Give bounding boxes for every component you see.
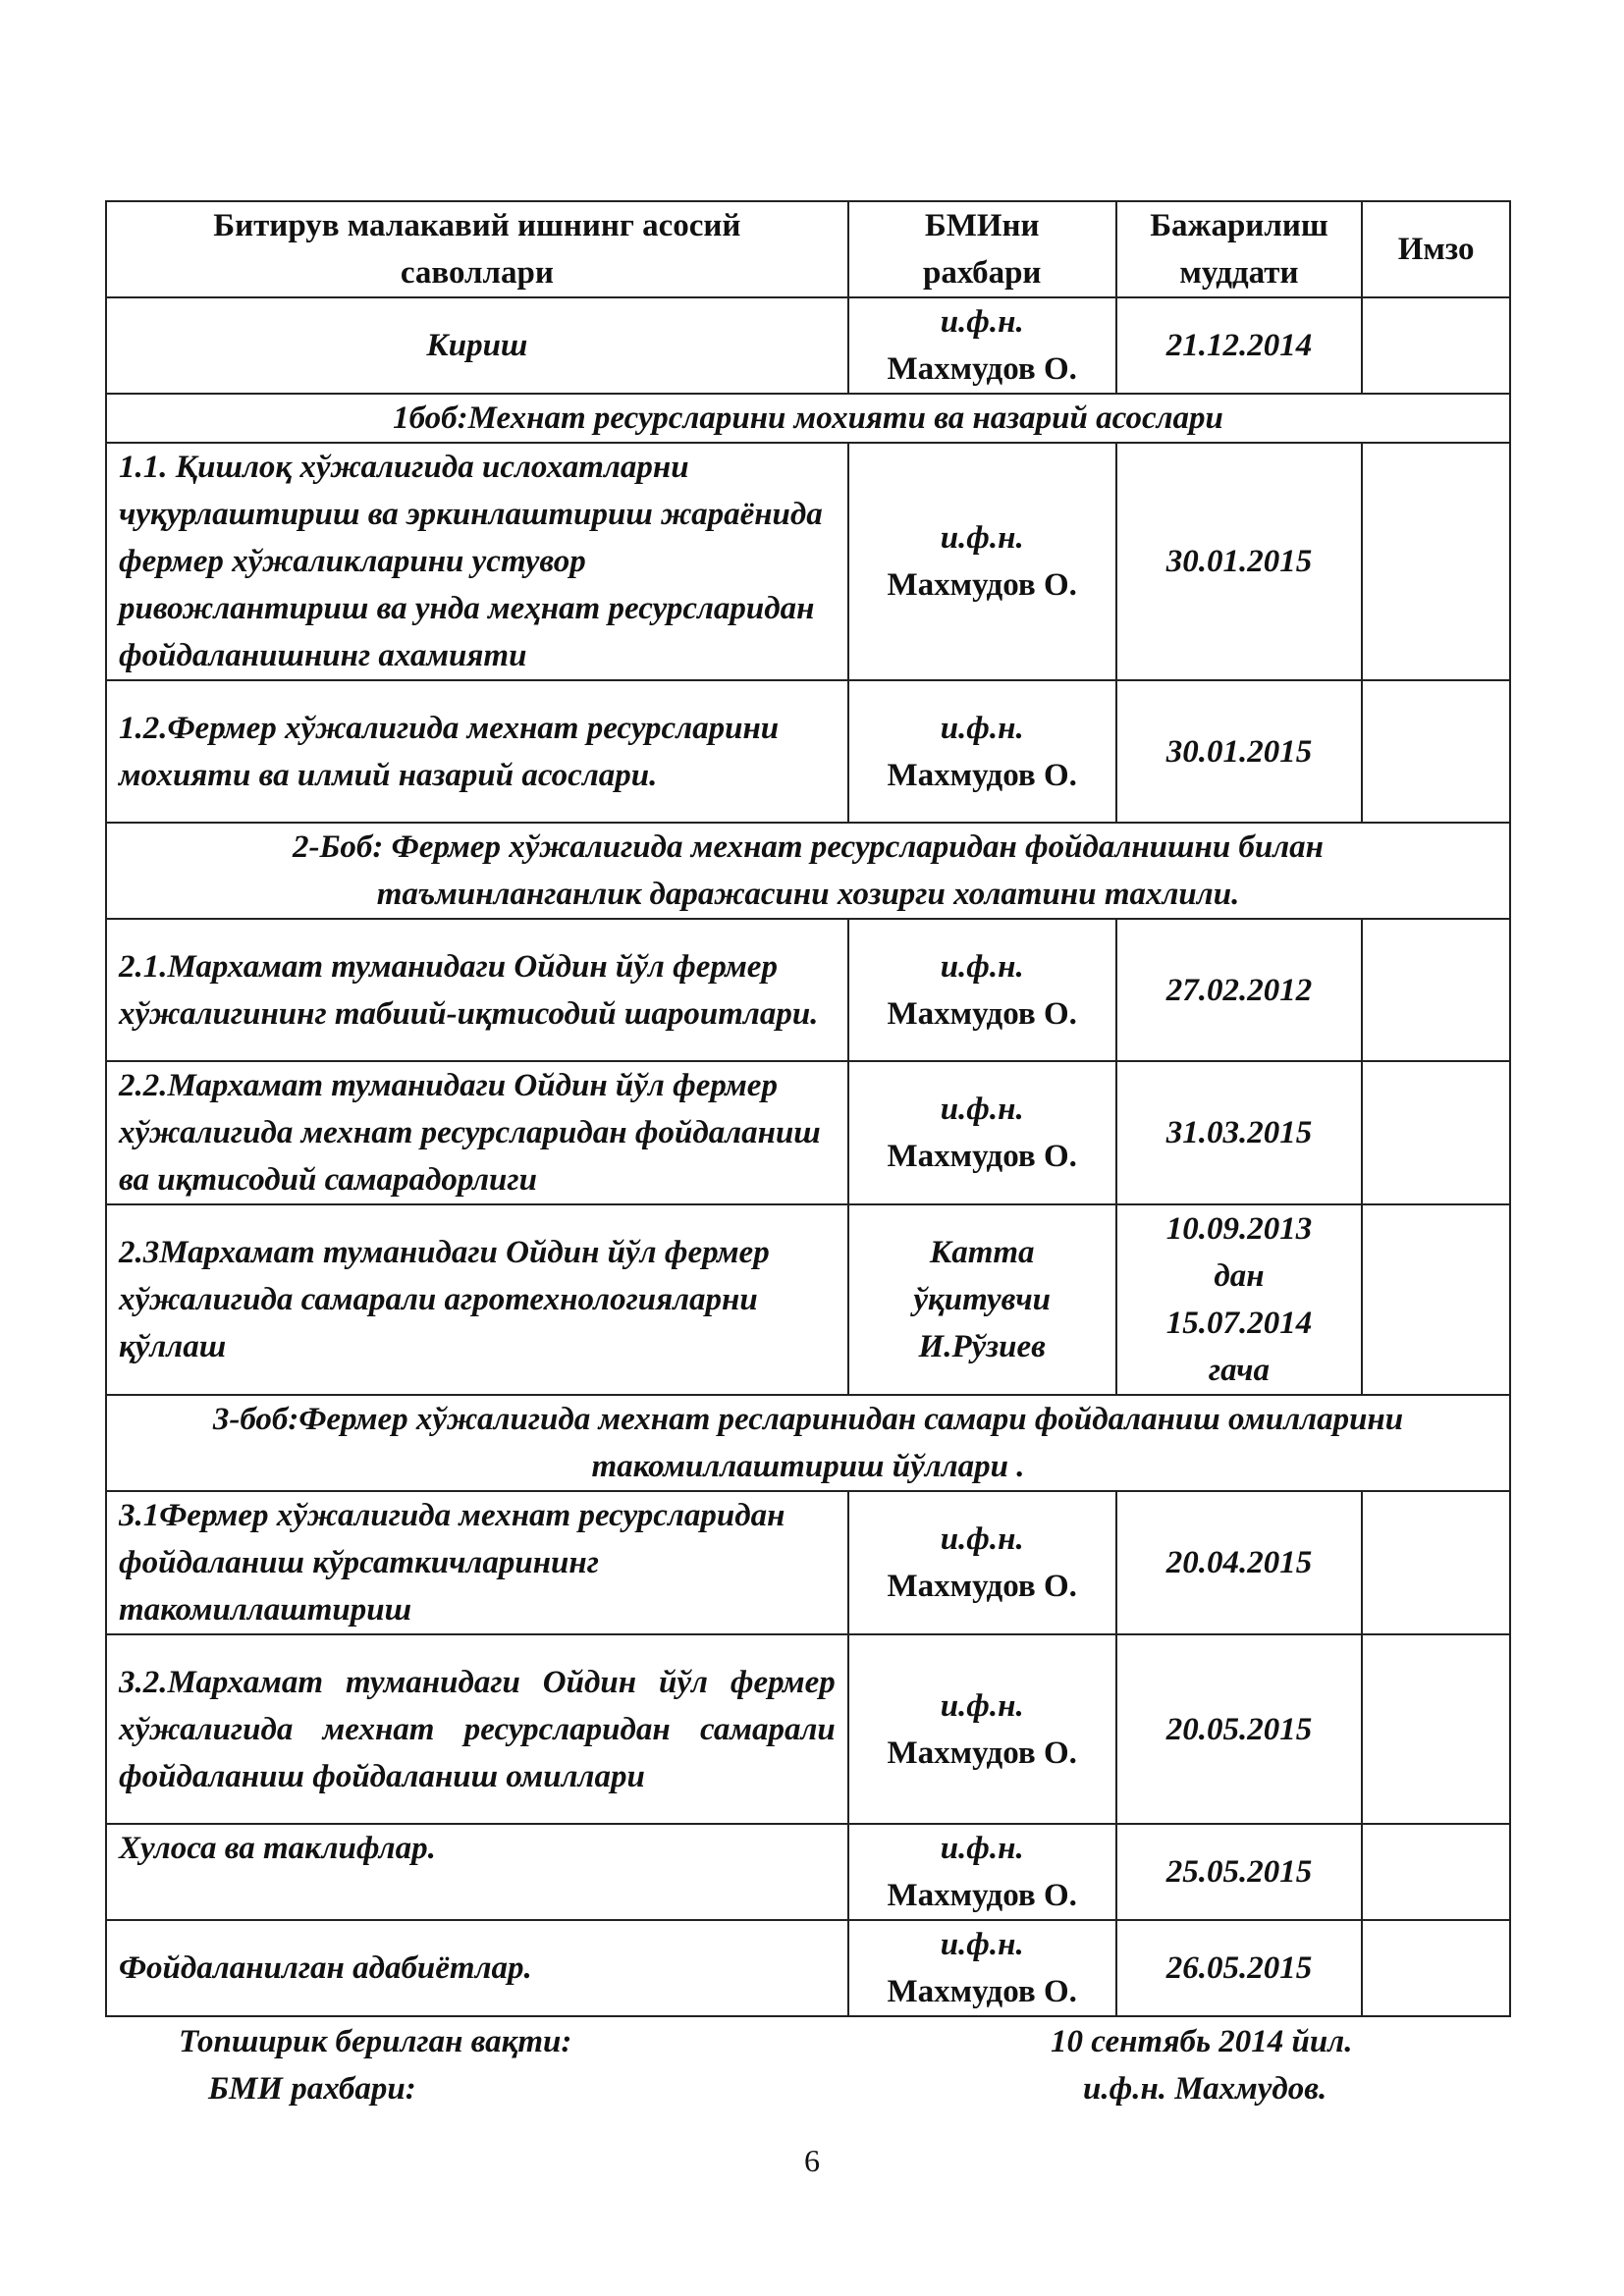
page-number: 6 <box>804 2143 820 2178</box>
row-supervisor <box>848 1920 1116 2016</box>
row-signature <box>1362 297 1510 394</box>
supervisor-degree: и.ф.н. <box>940 1927 1024 1962</box>
row-supervisor <box>848 1824 1116 1920</box>
row-signature <box>1362 680 1510 823</box>
row-supervisor <box>848 919 1116 1061</box>
table-row <box>106 680 1510 823</box>
supervisor-name: Махмудов О. <box>887 351 1077 387</box>
row-deadline: 20.05.2015 <box>1116 1634 1363 1824</box>
row-signature <box>1362 919 1510 1061</box>
row-signature <box>1362 1204 1510 1395</box>
header-questions: Битирув малакавий ишнинг асосий саволлари <box>106 201 848 297</box>
supervisor-degree: и.ф.н. <box>940 1092 1024 1127</box>
row-supervisor <box>848 1204 1116 1395</box>
table-row <box>106 1824 1510 1920</box>
row-supervisor <box>848 1061 1116 1204</box>
row-supervisor <box>848 1634 1116 1824</box>
supervisor-line: ўқитувчи <box>913 1282 1052 1317</box>
section-row <box>106 394 1510 443</box>
supervisor-name: Махмудов О. <box>887 1878 1077 1913</box>
supervisor-line: Катта <box>929 1235 1035 1270</box>
section-heading: 2-Боб: Фермер хўжалигида мехнат ресурсларидан фойдалнишни билан таъминланганлик даражасини хозирги холатини тахлили. <box>106 823 1510 919</box>
section-heading: 3-боб:Фермер хўжалигида мехнат ресларинидан самари фойдаланиш омилларини такомиллаштириш йўллари . <box>106 1395 1510 1491</box>
table-row <box>106 1634 1510 1824</box>
row-title: 2.3Мархамат туманидаги Ойдин йўл фермер хўжалигида самарали агротехнологияларни қўллаш <box>106 1204 848 1395</box>
deadline-line: 10.09.2013 <box>1165 1211 1313 1247</box>
row-deadline: 30.01.2015 <box>1116 443 1363 680</box>
table-row <box>106 1491 1510 1634</box>
row-supervisor <box>848 1491 1116 1634</box>
table-row <box>106 443 1510 680</box>
table-row <box>106 297 1510 394</box>
header-deadline: Бажарилиш муддати <box>1116 201 1363 297</box>
row-deadline: 31.03.2015 <box>1116 1061 1363 1204</box>
supervisor-line: И.Рўзиев <box>918 1329 1046 1364</box>
row-deadline: 21.12.2014 <box>1116 297 1363 394</box>
row-title: 2.2.Мархамат туманидаги Ойдин йўл фермер хўжалигида мехнат ресурсларидан фойдаланиш ва иқтисодий самарадорлиги <box>106 1061 848 1204</box>
supervisor-name: Махмудов О. <box>887 1974 1077 2009</box>
deadline-line: 15.07.2014 <box>1165 1306 1313 1341</box>
supervisor-degree: и.ф.н. <box>940 1687 1024 1724</box>
row-supervisor <box>848 297 1116 394</box>
row-deadline: 20.04.2015 <box>1116 1491 1363 1634</box>
deadline-line: гача <box>1208 1353 1270 1388</box>
supervisor-label: БМИ рахбари: <box>208 2071 416 2107</box>
supervisor-name: Махмудов О. <box>887 567 1077 603</box>
assigned-date-label: Топширик берилган вақти: <box>179 2024 572 2059</box>
row-signature <box>1362 1824 1510 1920</box>
row-title: 1.2.Фермер хўжалигида мехнат ресурсларини мохияти ва илмий назарий асослари. <box>106 680 848 823</box>
row-signature <box>1362 1634 1510 1824</box>
supervisor-degree: и.ф.н. <box>940 710 1024 746</box>
supervisor-degree: и.ф.н. <box>940 948 1024 985</box>
row-deadline: 30.01.2015 <box>1116 680 1363 823</box>
supervisor-degree: и.ф.н. <box>940 520 1024 556</box>
thesis-plan-table <box>105 200 1511 2017</box>
supervisor-degree: и.ф.н. <box>940 1831 1024 1866</box>
row-title: Фойдаланилган адабиётлар. <box>106 1920 848 2016</box>
row-signature <box>1362 443 1510 680</box>
supervisor-name: Махмудов О. <box>887 757 1077 793</box>
table-header-row <box>106 201 1510 297</box>
header-signature: Имзо <box>1362 201 1510 297</box>
row-supervisor <box>848 680 1116 823</box>
row-title: Хулоса ва таклифлар. <box>106 1824 848 1920</box>
row-deadline: 27.02.2012 <box>1116 919 1363 1061</box>
row-title: 1.1. Қишлоқ хўжалигида ислохатларни чуқурлаштириш ва эркинлаштириш жараёнида фермер хўжаликларини устувор ривожлантириш ва унда меҳнат ресурсларидан фойдаланишнинг ахамияти <box>106 443 848 680</box>
row-signature <box>1362 1061 1510 1204</box>
supervisor-name: Махмудов О. <box>887 1569 1077 1604</box>
section-heading: 1боб:Мехнат ресурсларини мохияти ва назарий асослари <box>106 394 1510 443</box>
row-deadline: 25.05.2015 <box>1116 1824 1363 1920</box>
table-row <box>106 1061 1510 1204</box>
row-title: 3.1Фермер хўжалигида мехнат ресурсларидан фойдаланиш кўрсаткичларининг такомиллаштириш <box>106 1491 848 1634</box>
assigned-date-value: 10 сентябь 2014 йил. <box>1051 2024 1353 2059</box>
supervisor-name: Махмудов О. <box>887 1139 1077 1174</box>
supervisor-value: и.ф.н. Махмудов. <box>1083 2071 1327 2107</box>
row-title: 2.1.Мархамат туманидаги Ойдин йўл фермер хўжалигининг табиий-иқтисодий шароитлари. <box>106 919 848 1061</box>
row-deadline <box>1116 1204 1363 1395</box>
deadline-line: дан <box>1214 1258 1265 1294</box>
section-row <box>106 1395 1510 1491</box>
table-row <box>106 919 1510 1061</box>
row-title: Кириш <box>106 297 848 394</box>
table-row <box>106 1204 1510 1395</box>
row-signature <box>1362 1920 1510 2016</box>
row-title: 3.2.Мархамат туманидаги Ойдин йўл фермер хўжалигида мехнат ресурсларидан самарали фойдаланиш фойдаланиш омиллари <box>106 1634 848 1824</box>
supervisor-name: Махмудов О. <box>887 1735 1077 1771</box>
table-row <box>106 1920 1510 2016</box>
supervisor-degree: и.ф.н. <box>940 304 1024 340</box>
supervisor-degree: и.ф.н. <box>940 1522 1024 1557</box>
supervisor-name: Махмудов О. <box>887 995 1077 1032</box>
row-signature <box>1362 1491 1510 1634</box>
section-row <box>106 823 1510 919</box>
header-supervisor: БМИни рахбари <box>848 201 1116 297</box>
row-deadline: 26.05.2015 <box>1116 1920 1363 2016</box>
row-supervisor <box>848 443 1116 680</box>
